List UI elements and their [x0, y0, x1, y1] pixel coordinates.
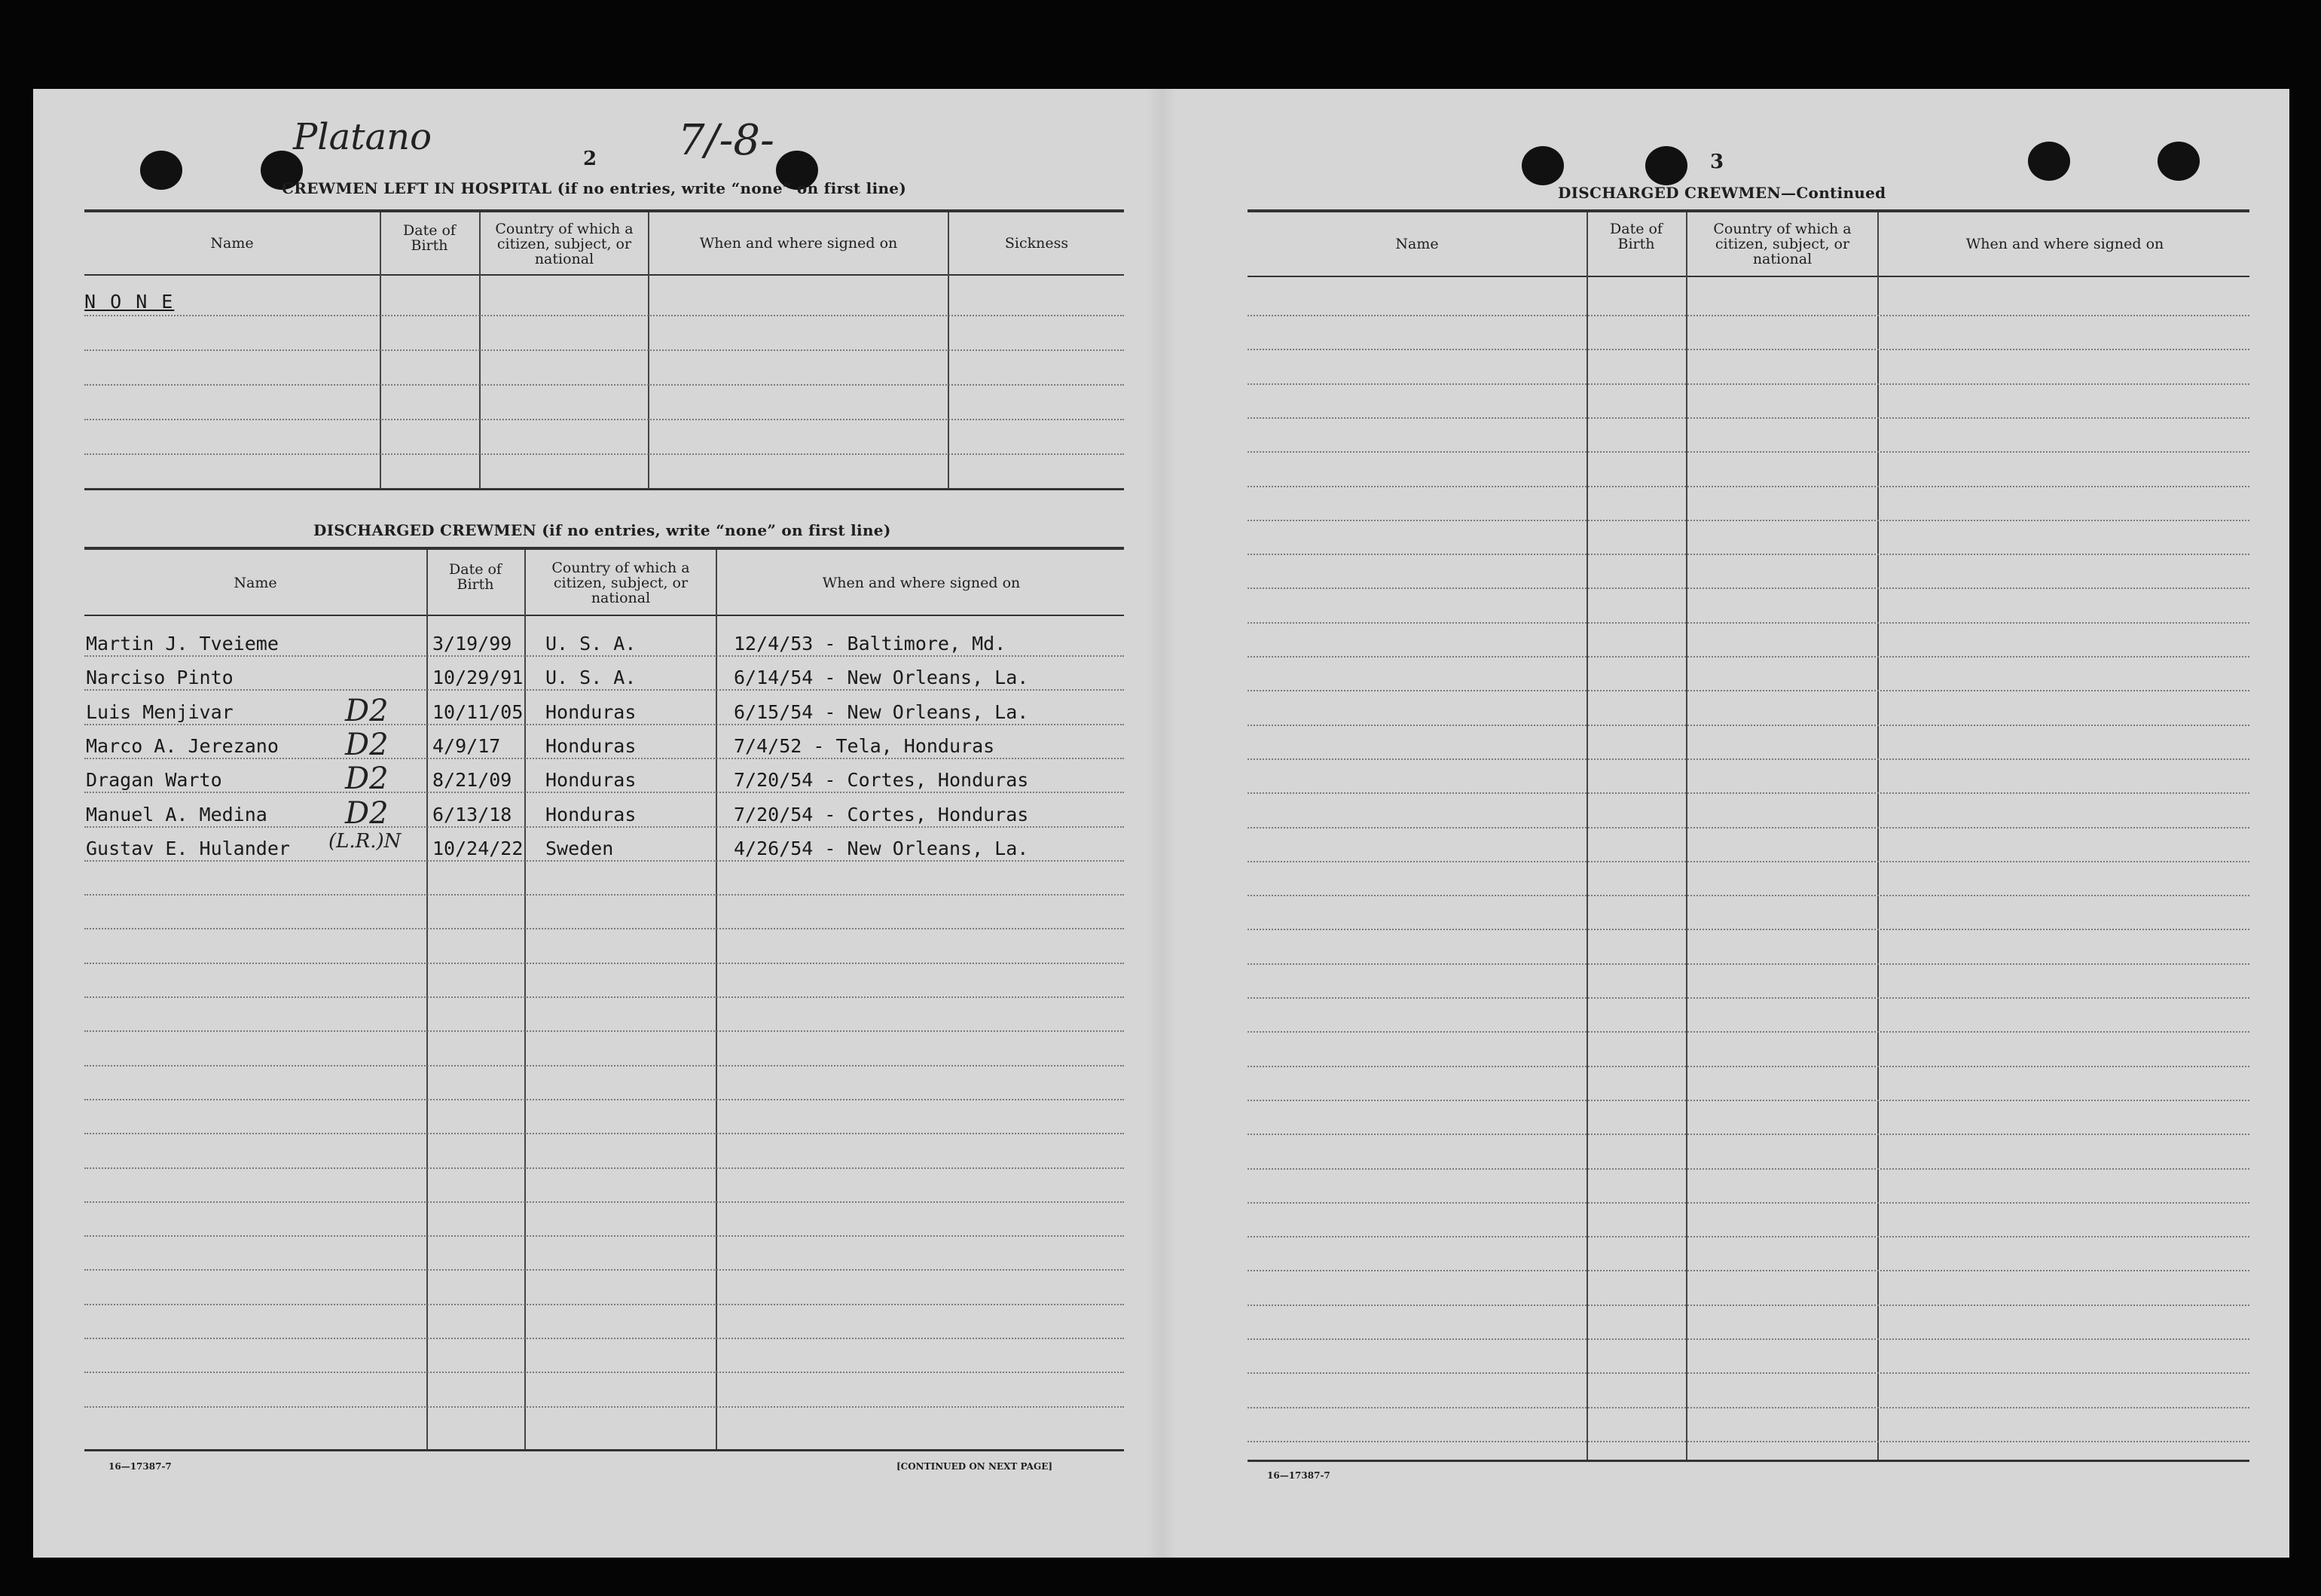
ruled-line	[84, 1235, 1124, 1237]
crew-country: Honduras	[545, 769, 637, 792]
ruled-line	[1248, 997, 2249, 999]
crew-signed-on: 7/20/54 - Cortes, Honduras	[734, 803, 1029, 825]
crew-name: Dragan Warto	[86, 769, 222, 792]
crew-date-of-birth: 6/13/18	[432, 803, 512, 825]
punch-hole	[1645, 146, 1687, 185]
crew-country: Sweden	[545, 837, 614, 859]
page-number: 2	[583, 148, 597, 170]
table-bottom-rule	[1248, 1460, 2249, 1462]
crew-name: Luis Menjivar	[86, 700, 234, 723]
ruled-line	[1248, 1100, 2249, 1101]
ruled-line	[84, 419, 1124, 420]
ruled-line	[1248, 690, 2249, 691]
ruled-line	[1248, 792, 2249, 794]
ruled-line	[1248, 417, 2249, 419]
header-country: Country of which a citizen, subject, or national	[495, 221, 634, 267]
ruled-line	[84, 928, 1124, 929]
ruled-line	[1248, 554, 2249, 555]
ruled-line	[84, 1372, 1124, 1373]
ruled-line	[1248, 349, 2249, 350]
ruled-line	[84, 1099, 1124, 1100]
ruled-line	[84, 996, 1124, 998]
column-divider	[1877, 212, 1879, 1460]
crew-name: Manuel A. Medina	[86, 803, 267, 825]
handwritten-annotation: D2	[345, 795, 389, 831]
punch-hole	[140, 151, 182, 190]
ruled-line	[1248, 929, 2249, 930]
crew-date-of-birth: 8/21/09	[432, 769, 512, 792]
right-page	[1163, 89, 2289, 1558]
header-country: Country of which a citizen, subject, or national	[551, 560, 690, 606]
ruled-line	[1248, 656, 2249, 658]
ruled-line	[84, 1133, 1124, 1134]
ruled-line	[84, 1304, 1124, 1305]
crew-name: Narciso Pinto	[86, 667, 234, 689]
column-divider	[1587, 212, 1588, 1460]
header-signed-on: When and where signed on	[822, 575, 1021, 591]
ruled-line	[1248, 1407, 2249, 1408]
ruled-line	[1248, 587, 2249, 589]
crew-signed-on: 4/26/54 - New Orleans, La.	[734, 837, 1029, 859]
crew-date-of-birth: 10/29/91	[432, 667, 524, 689]
page-number: 3	[1710, 151, 1724, 173]
column-divider	[716, 550, 717, 1449]
crew-signed-on: 7/20/54 - Cortes, Honduras	[734, 769, 1029, 792]
ruled-line	[84, 349, 1124, 351]
ruled-line	[1248, 1441, 2249, 1442]
ruled-line	[1248, 520, 2249, 521]
header-bottom-rule	[84, 615, 1124, 616]
discharged-continued-title: DISCHARGED CREWMEN—Continued	[1558, 184, 1886, 202]
header-date-of-birth: Date of Birth	[403, 222, 456, 254]
ruled-line	[1248, 1168, 2249, 1170]
ruled-line	[84, 1065, 1124, 1067]
table-top-rule	[84, 209, 1124, 212]
punch-hole	[2028, 142, 2070, 181]
crew-signed-on: 6/14/54 - New Orleans, La.	[734, 667, 1029, 689]
ruled-line	[1248, 1372, 2249, 1374]
ruled-line	[84, 1406, 1124, 1408]
handwritten-annotation: D2	[345, 727, 389, 762]
ruled-line	[1248, 1134, 2249, 1135]
ruled-line	[84, 689, 1124, 691]
ruled-line	[84, 1201, 1124, 1203]
ruled-line	[84, 758, 1124, 759]
table-top-rule	[1248, 209, 2249, 212]
header-signed-on: When and where signed on	[699, 235, 898, 252]
crew-name: Marco A. Jerezano	[86, 734, 279, 757]
discharged-section-title: DISCHARGED CREWMEN (if no entries, write “none” on first line)	[313, 521, 891, 539]
header-signed-on: When and where signed on	[1965, 236, 2164, 252]
header-name: Name	[210, 235, 254, 252]
ruled-line	[1248, 827, 2249, 829]
ruled-line	[84, 1030, 1124, 1032]
ruled-line	[1248, 1305, 2249, 1306]
header-bottom-rule	[1248, 276, 2249, 277]
ruled-line	[1248, 861, 2249, 862]
ruled-line	[1248, 1031, 2249, 1033]
handwritten-annotation: (L.R.)N	[328, 829, 402, 853]
left-page	[33, 89, 1163, 1558]
crew-name: Gustav E. Hulander	[86, 837, 290, 859]
punch-hole	[1522, 146, 1564, 185]
header-name: Name	[234, 575, 277, 591]
ruled-line	[84, 826, 1124, 828]
crew-signed-on: 12/4/53 - Baltimore, Md.	[734, 633, 1006, 655]
continued-note: [CONTINUED ON NEXT PAGE]	[896, 1461, 1053, 1472]
crew-country: Honduras	[545, 734, 637, 757]
crew-date-of-birth: 10/24/22	[432, 837, 524, 859]
ruled-line	[84, 453, 1124, 455]
header-date-of-birth: Date of Birth	[449, 561, 502, 593]
table-bottom-rule	[84, 488, 1124, 490]
ruled-line	[84, 655, 1124, 657]
ruled-line	[1248, 963, 2249, 965]
column-divider	[426, 550, 428, 1449]
ruled-line	[1248, 1270, 2249, 1271]
column-divider	[1686, 212, 1687, 1460]
ruled-line	[84, 724, 1124, 725]
crew-name: Martin J. Tveieme	[86, 633, 279, 655]
crew-date-of-birth: 4/9/17	[432, 734, 501, 757]
ruled-line	[84, 1167, 1124, 1169]
ruled-line	[84, 792, 1124, 793]
header-country: Country of which a citizen, subject, or national	[1713, 221, 1852, 267]
handwritten-annotation: D2	[345, 761, 389, 797]
ruled-line	[1248, 622, 2249, 624]
header-date-of-birth: Date of Birth	[1610, 221, 1663, 252]
ruled-line	[84, 963, 1124, 964]
ruled-line	[1248, 895, 2249, 896]
handwritten-date: 7/-8-	[678, 116, 774, 165]
crew-date-of-birth: 10/11/05	[432, 700, 524, 723]
crew-signed-on: 7/4/52 - Tela, Honduras	[734, 734, 995, 757]
ruled-line	[1248, 758, 2249, 760]
ruled-line	[1248, 1236, 2249, 1237]
crew-date-of-birth: 3/19/99	[432, 633, 512, 655]
ruled-line	[1248, 1202, 2249, 1204]
ruled-line	[84, 384, 1124, 386]
crew-country: Honduras	[545, 803, 637, 825]
crew-country: Honduras	[545, 700, 637, 723]
ruled-line	[84, 1269, 1124, 1271]
form-number: 16—17387-7	[108, 1461, 172, 1472]
scanned-document	[33, 89, 2289, 1558]
table-bottom-rule	[84, 1449, 1124, 1451]
crew-country: U. S. A.	[545, 667, 637, 689]
ruled-line	[1248, 486, 2249, 487]
crew-country: U. S. A.	[545, 633, 637, 655]
ruled-line	[1248, 451, 2249, 453]
column-divider	[524, 550, 526, 1449]
crew-signed-on: 6/15/54 - New Orleans, La.	[734, 700, 1029, 723]
header-sickness: Sickness	[1004, 235, 1069, 252]
ruled-line	[1248, 315, 2249, 316]
hospital-none-entry: N O N E	[84, 291, 175, 313]
header-name: Name	[1395, 236, 1439, 252]
ruled-line	[1248, 1338, 2249, 1340]
ruled-line	[1248, 1066, 2249, 1067]
hospital-section-title: CREWMEN LEFT IN HOSPITAL (if no entries, write “none” on first line)	[282, 179, 907, 197]
form-number: 16—17387-7	[1267, 1470, 1330, 1481]
handwritten-vessel-name: Platano	[293, 116, 432, 158]
punch-hole	[2158, 142, 2200, 181]
handwritten-annotation: D2	[345, 693, 389, 728]
ruled-line	[1248, 725, 2249, 726]
header-bottom-rule	[84, 274, 1124, 276]
ruled-line	[1248, 383, 2249, 385]
table-top-rule	[84, 547, 1124, 550]
ruled-line	[84, 860, 1124, 862]
ruled-line	[84, 894, 1124, 896]
ruled-line	[84, 1338, 1124, 1339]
ruled-line	[84, 315, 1124, 316]
